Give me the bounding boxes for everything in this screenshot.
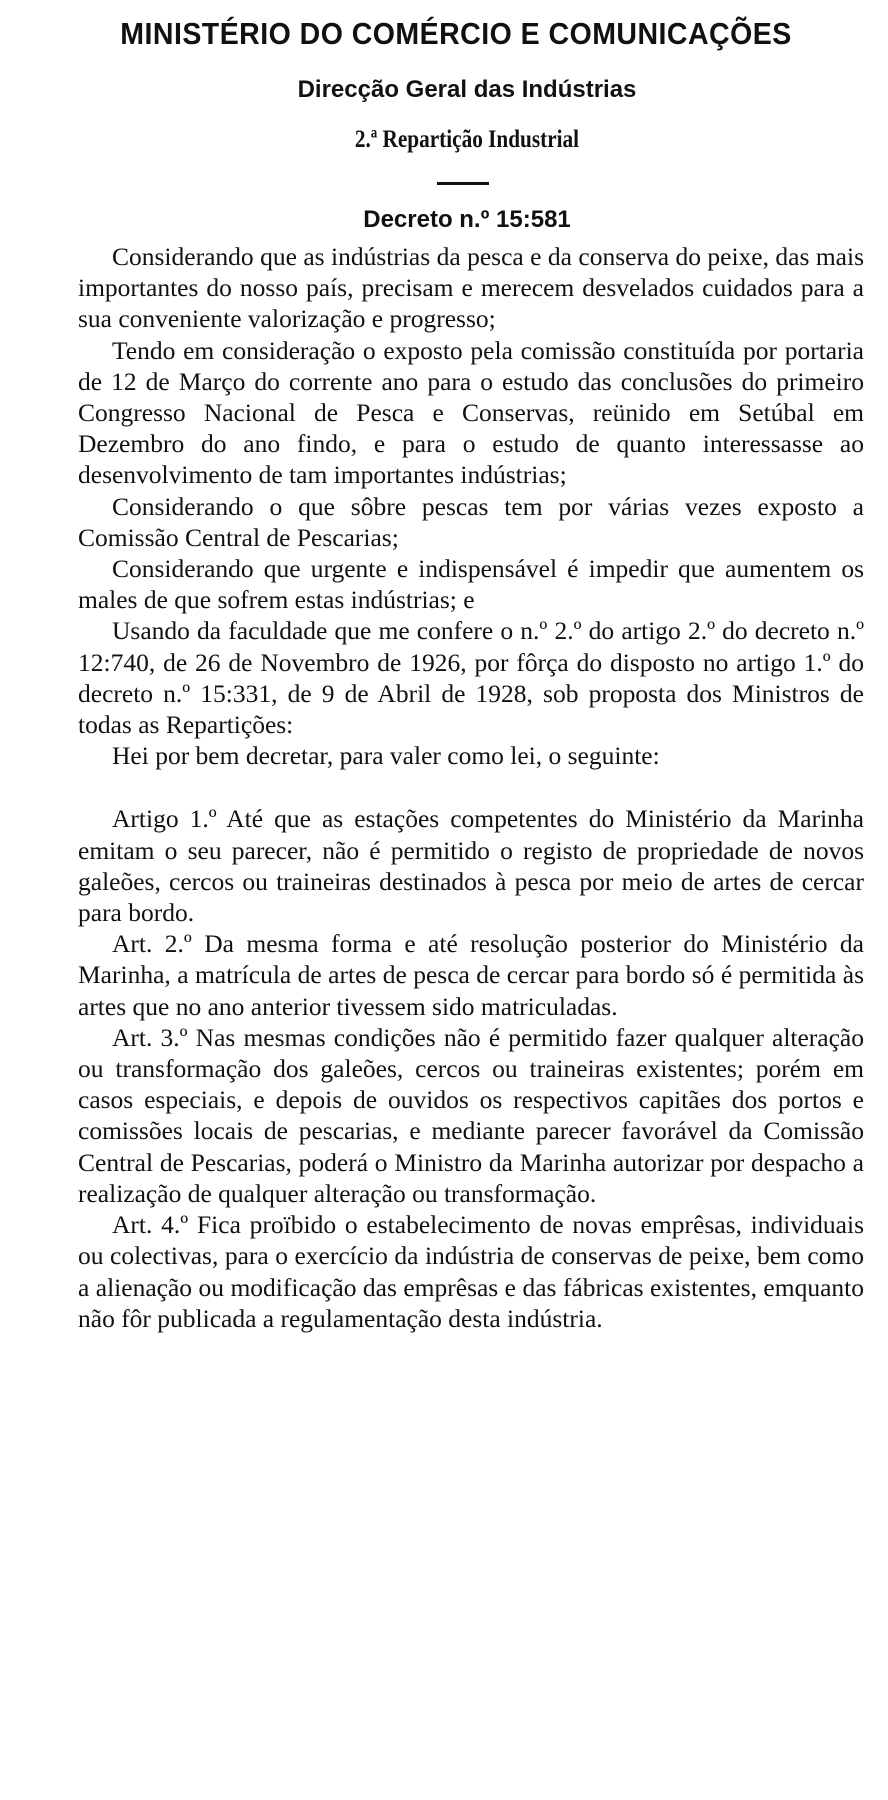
article-paragraph: Art. 4.º Fica proïbido o estabelecimento de novas emprêsas, individuais ou colectivas, para o exercício da indústria de conservas de peixe, bem como a alienação ou modificação das emprêsas e das fábricas existentes, emquanto não fôr publicada a regulamentação desta indústria. — [78, 1210, 864, 1333]
decree-body — [78, 241, 864, 1334]
enactment-paragraph: Hei por bem decretar, para valer como lei, o seguinte: — [112, 741, 660, 771]
ministry-heading: MINISTÉRIO DO COMÉRCIO E COMUNICAÇÕES — [120, 16, 792, 51]
heading-divider — [437, 182, 489, 185]
article-paragraph: Artigo 1.º Até que as estações competentes do Ministério da Marinha emitam o seu parecer, não é permitido o registo de propriedade de novos galeões, cercos ou traineiras destinados à pesca por meio de artes de cercar para bordo. — [78, 804, 864, 928]
preamble-paragraph: Tendo em consideração o exposto pela comissão constituída por portaria de 12 de Março do corrente ano para o estudo das conclusões do primeiro Congresso Nacional de Pesca e Conservas, reünido em Setúbal em Dezembro do ano findo, e para o estudo de quanto interessasse ao desenvolvimento de tam importantes indústrias; — [78, 335, 864, 490]
article-paragraph: Art. 2.º Da mesma forma e até resolução posterior do Ministério da Marinha, a matrícula de artes de pesca de cercar para bordo só é permitida às artes que no ano anterior tivessem sido matriculadas. — [78, 929, 864, 1021]
preamble-paragraph: Considerando o que sôbre pescas tem por várias vezes exposto a Comissão Central de Pescarias; — [78, 491, 864, 552]
article-paragraph: Art. 3.º Nas mesmas condições não é permitido fazer qualquer alteração ou transformação dos galeões, cercos ou traineiras existentes; porém em casos especiais, e depois de ouvidos os respectivos capitães dos portos e comissões locais de pescarias, e mediante parecer favorável da Comissão Central de Pescarias, poderá o Ministro da Marinha autorizar por despacho a realização de qualquer alteração ou transformação. — [78, 1022, 864, 1208]
decree-title: Decreto n.º 15:581 — [363, 206, 571, 233]
preamble-paragraph: Usando da faculdade que me confere o n.º 2.º do artigo 2.º do decreto n.º 12:740, de 26 de Novembro de 1926, por fôrça do disposto no artigo 1.º do decreto n.º 15:331, de 9 de Abril de 1928, sob proposta dos Ministros de todas as Repartições: — [78, 616, 864, 740]
preamble-paragraph: Considerando que as indústrias da pesca e da conserva do peixe, das mais importantes do nosso país, precisam e merecem desvelados cuidados para a sua conveniente valorização e progresso; — [78, 242, 864, 334]
preamble-paragraph: Considerando que urgente e indispensável é impedir que aumentem os males de que sofrem estas indústrias; e — [78, 554, 864, 615]
department-heading: 2.ª Repartição Industrial — [354, 126, 580, 153]
directorate-heading: Direcção Geral das Indústrias — [297, 76, 637, 103]
